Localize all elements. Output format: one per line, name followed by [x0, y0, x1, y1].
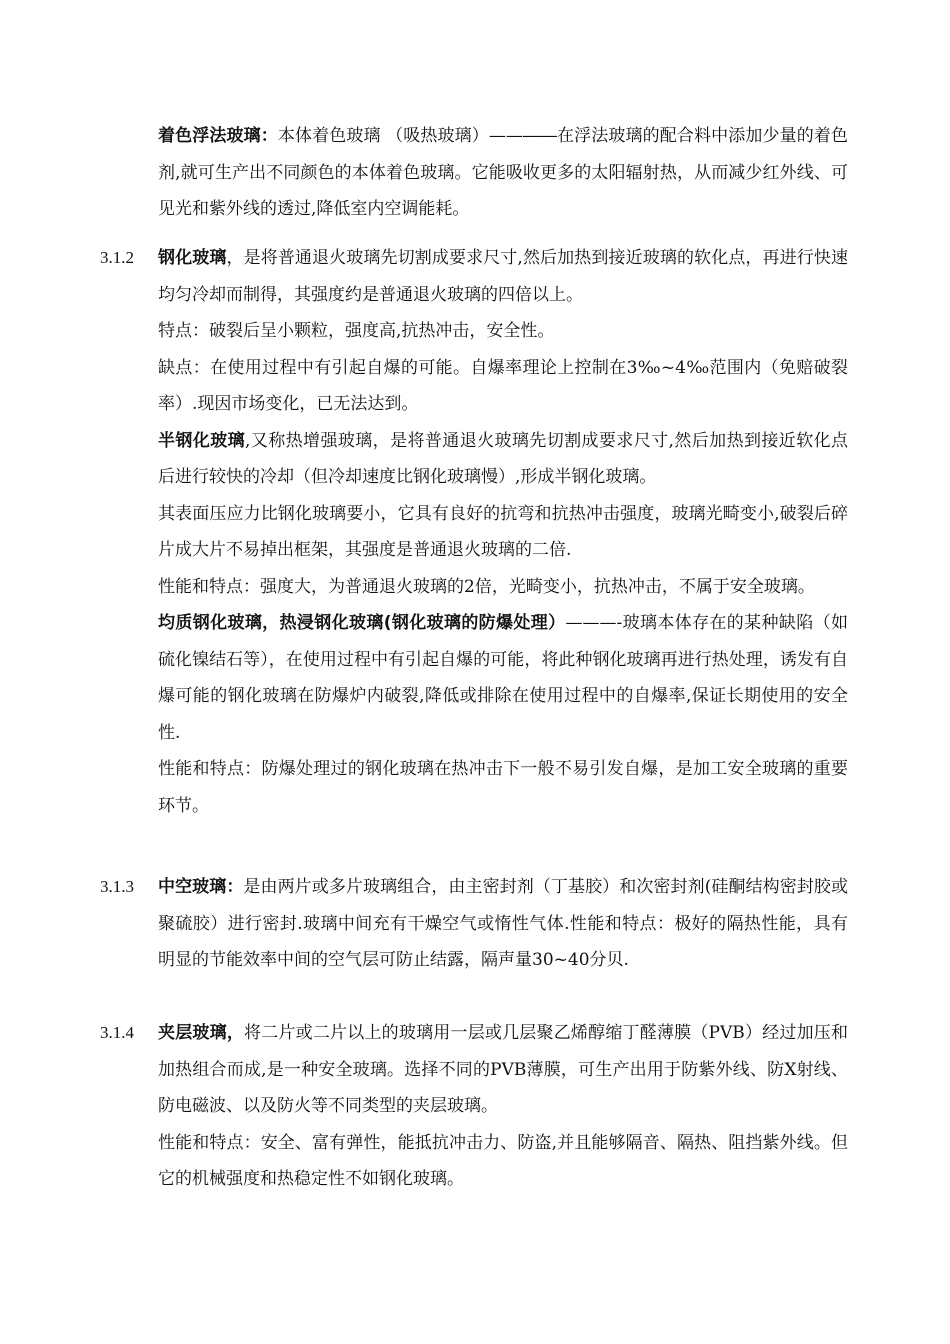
tinted-glass-text — [158, 118, 848, 228]
section-3-1-3 — [158, 869, 848, 979]
section-number-3-1-4: 3.1.4 — [100, 1023, 134, 1042]
tempered-glass-term: 钢化玻璃 — [158, 248, 227, 268]
laminated-glass-intro — [158, 1015, 848, 1125]
section-number-3-1-3: 3.1.3 — [100, 877, 134, 896]
heat-soaked-intro — [158, 605, 848, 751]
insulated-glass-text — [158, 869, 848, 979]
heat-soaked-term: 均质钢化玻璃，热浸钢化玻璃(钢化玻璃的防爆处理） — [158, 613, 566, 633]
tinted-glass-term: 着色浮法玻璃： — [158, 126, 278, 146]
semi-tempered-intro — [158, 423, 848, 496]
semi-tempered-surface: 其表面压应力比钢化玻璃要小，它具有良好的抗弯和抗热冲击强度，玻璃光畸变小,破裂后碎片成大片不易掉出框架，其强度是普通退火玻璃的二倍. — [158, 503, 848, 560]
section-3-1-4 — [158, 1015, 848, 1198]
tinted-glass-paragraph — [158, 118, 848, 228]
tempered-glass-intro — [158, 240, 848, 313]
tempered-glass-drawbacks: 缺点：在使用过程中有引起自爆的可能。自爆率理论上控制在3‰~4‰范围内（免赔破裂率）.现因市场变化，已无法达到。 — [158, 357, 848, 414]
tempered-glass-features: 特点：破裂后呈小颗粒，强度高,抗热冲击，安全性。 — [158, 321, 555, 341]
semi-tempered-features: 性能和特点：强度大，为普通退火玻璃的2倍，光畸变小，抗热冲击，不属于安全玻璃。 — [158, 576, 815, 597]
insulated-glass-description: 是由两片或多片玻璃组合，由主密封剂（丁基胶）和次密封剂(硅酮结构密封胶或聚硫胶）进行密封.玻璃中间充有干燥空气或惰性气体.性能和特点：极好的隔热性能，具有明显的节能效率中间的空气层可防止结露，隔声量30~40分贝. — [158, 877, 848, 970]
laminated-glass-term: 夹层玻璃， — [158, 1023, 245, 1043]
section-3-1-2 — [158, 240, 848, 824]
semi-tempered-description: ,又称热增强玻璃，是将普通退火玻璃先切割成要求尺寸,然后加热到接近软化点后进行较快的冷却（但冷却速度比钢化玻璃慢）,形成半钢化玻璃。 — [158, 430, 849, 487]
semi-tempered-term: 半钢化玻璃 — [158, 430, 246, 451]
insulated-glass-term: 中空玻璃： — [158, 877, 244, 897]
laminated-glass-description: 将二片或二片以上的玻璃用一层或几层聚乙烯醇缩丁醛薄膜（PVB）经过加压和加热组合而成,是一种安全玻璃。选择不同的PVB薄膜，可生产出用于防紫外线、防X射线、防电磁波、以及防火等不同类型的夹层玻璃。 — [158, 1023, 848, 1116]
tinted-glass-description: 本体着色玻璃 （吸热玻璃）——――在浮法玻璃的配合料中添加少量的着色剂,就可生产出不同颜色的本体着色玻璃。它能吸收更多的太阳辐射热，从而减少红外线、可见光和紫外线的透过,降低室内空调能耗。 — [158, 126, 849, 219]
tempered-glass-description: ，是将普通退火玻璃先切割成要求尺寸,然后加热到接近玻璃的软化点，再进行快速均匀冷却而制得，其强度约是普通退火玻璃的四倍以上。 — [158, 248, 849, 305]
heat-soaked-features: 性能和特点：防爆处理过的钢化玻璃在热冲击下一般不易引发自爆，是加工安全玻璃的重要环节。 — [158, 759, 848, 816]
laminated-glass-features: 性能和特点：安全、富有弹性，能抵抗冲击力、防盗,并且能够隔音、隔热、阻挡紫外线。但它的机械强度和热稳定性不如钢化玻璃。 — [158, 1132, 848, 1189]
section-number-3-1-2: 3.1.2 — [100, 248, 134, 267]
heat-soaked-description: ———-玻璃本体存在的某种缺陷（如硫化镍结石等），在使用过程中有引起自爆的可能，将此种钢化玻璃再进行热处理，诱发有自爆可能的钢化玻璃在防爆炉内破裂,降低或排除在使用过程中的自爆率,保证长期使用的安全性. — [158, 613, 848, 743]
